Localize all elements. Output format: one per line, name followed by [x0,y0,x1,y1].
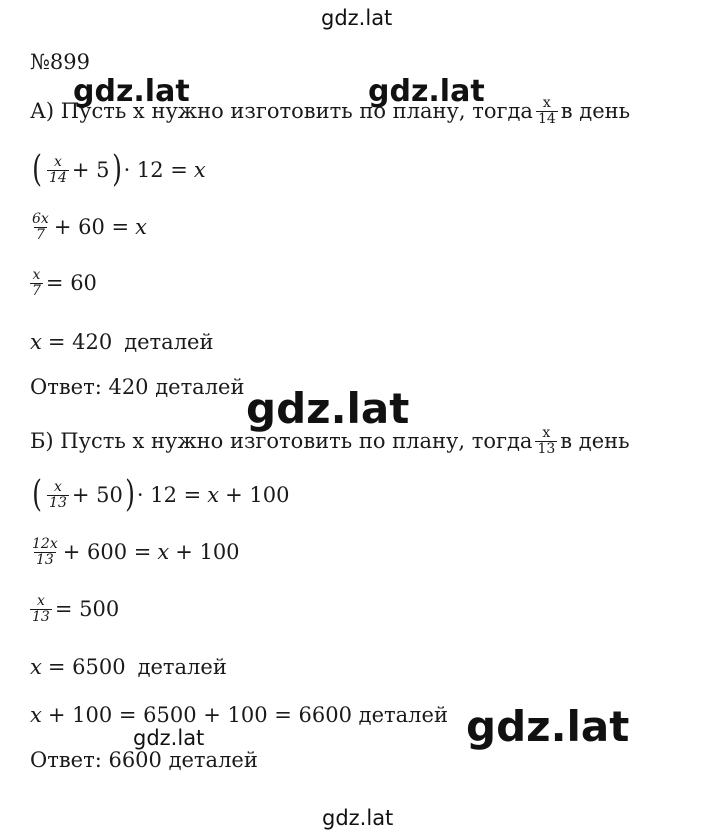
part-b-answer: Ответ: 6600 деталей [30,748,258,772]
part-b-equation-3: $\frac{x}{13}$ = 500 [32,593,120,625]
part-a-answer: Ответ: 420 деталей [30,375,245,399]
problem-number: №899 [30,50,90,74]
fraction: $\frac{x}{7}$ [32,267,41,299]
part-b-intro [30,426,630,456]
watermark-overlay-1: gdz.lat [73,74,190,109]
part-b-equation-5: x + 100 = 6500 + 100 = 6600 деталей [30,703,448,727]
fraction: $\frac{12x}{13}$ [32,536,58,568]
part-a-equation-2: $\frac{6x}{7}$ + 60 = x [32,211,147,243]
part-a-equation-3: $\frac{x}{7}$ = 60 [32,267,97,299]
part-b-intro-text: Б) Пусть х нужно изготовить по плану, тогда [30,428,533,453]
part-a-intro-tail: в день [560,98,631,123]
part-b-equation-4: x = 6500 деталей [30,655,227,679]
part-a-equation-1: ( $\frac{x}{14}$ + 5 ) · 12 = x [32,149,206,190]
part-b-intro-fraction: $\frac{x}{13}$ [537,425,556,457]
watermark-bottom-right: gdz.lat [466,702,630,751]
part-b-equation-2: $\frac{12x}{13}$ + 600 = x + 100 [32,536,240,568]
fraction: $\frac{x}{13}$ [49,478,67,511]
part-b-intro-tail: в день [560,428,630,453]
fraction: $\frac{x}{14}$ [49,153,67,186]
part-b-equation-1: ( $\frac{x}{13}$ + 50 ) · 12 = x + 100 [32,474,290,515]
part-a-intro-text: А) Пусть х нужно изготовить по плану, тогда [30,98,533,123]
part-a-intro-fraction: $\frac{x}{14}$ [537,95,556,127]
watermark-bottom-left: gdz.lat [133,726,205,750]
watermark-center: gdz.lat [246,384,410,433]
fraction: $\frac{x}{13}$ [32,593,50,625]
part-a-equation-4: x = 420 деталей [30,330,214,354]
watermark-overlay-2: gdz.lat [368,74,485,109]
fraction: $\frac{6x}{7}$ [32,211,49,243]
watermark-top: gdz.lat [321,6,393,30]
watermark-footer: gdz.lat [322,806,394,830]
